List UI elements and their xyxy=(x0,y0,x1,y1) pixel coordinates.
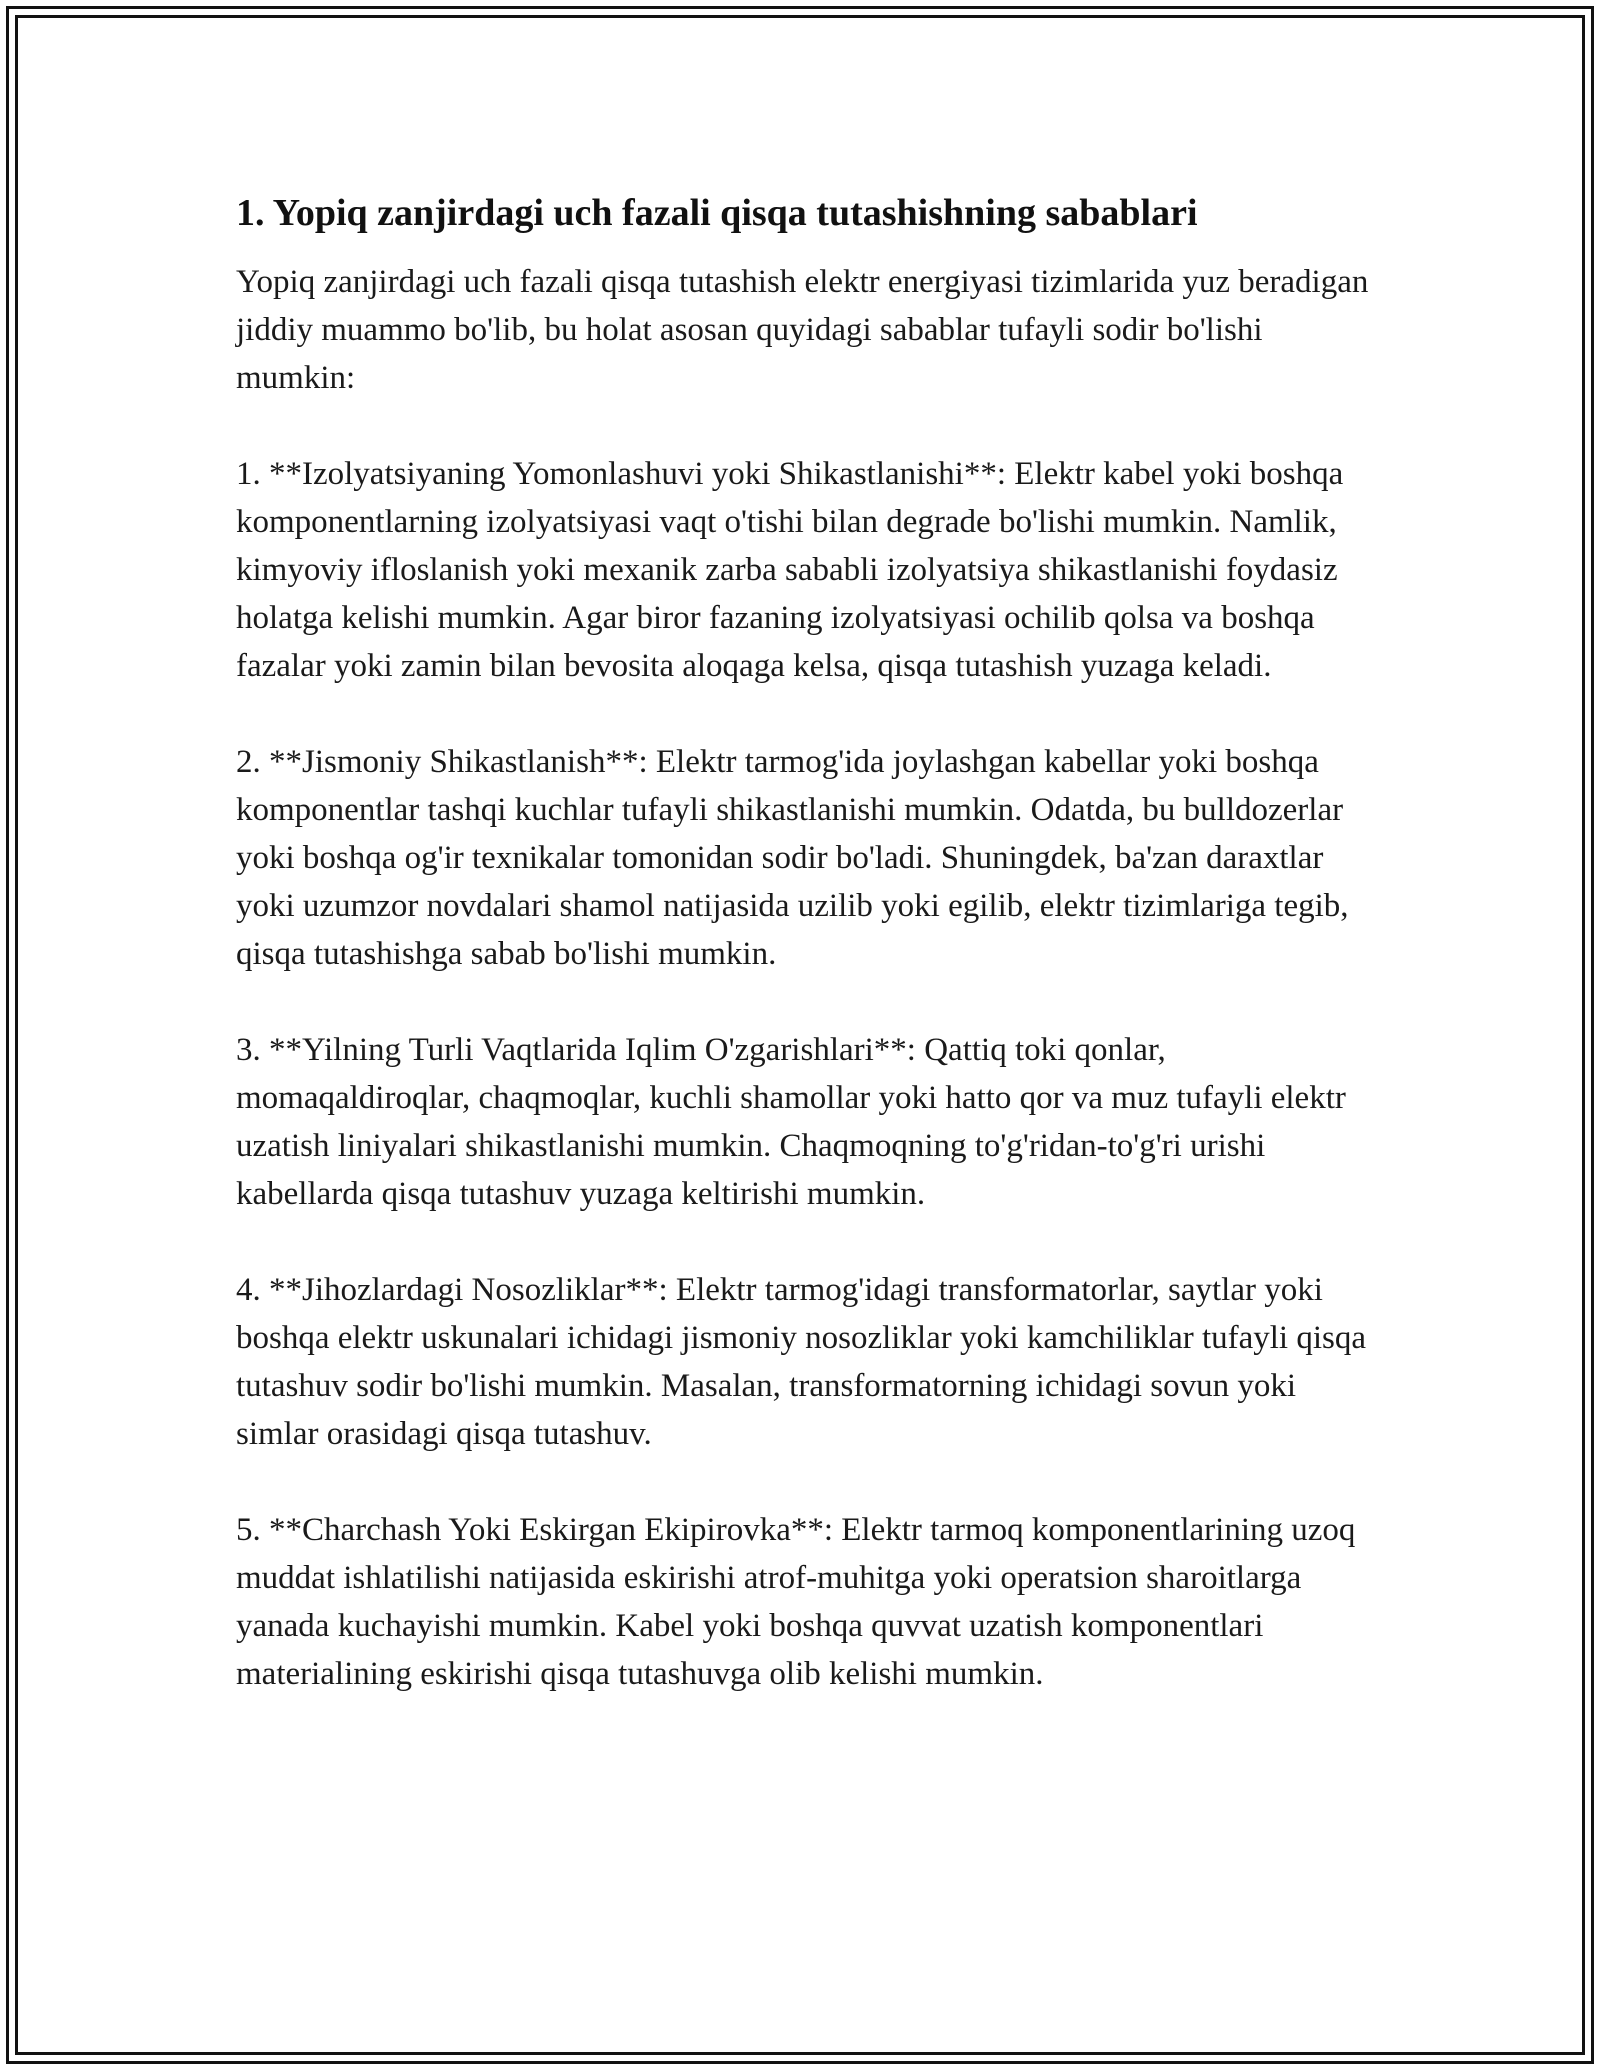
document-title: 1. Yopiq zanjirdagi uch fazali qisqa tutashishning sabablari xyxy=(236,192,1198,234)
intro-paragraph: Yopiq zanjirdagi uch fazali qisqa tutashish elektr energiyasi tizimlarida yuz beradigan jiddiy muammo bo'lib, bu holat asosan quyidagi sabablar tufayli sodir bo'lishi mumkin: xyxy=(236,264,1369,396)
cause-item-4: 4. **Jihozlardagi Nosozliklar**: Elektr tarmog'idagi transformatorlar, saytlar yoki boshqa elektr uskunalari ichidagi jismoniy nosozliklar yoki kamchiliklar tufayli qisqa tutashuv sodir bo'lishi mumkin. Masalan, transformatorning ichidagi sovun yoki simlar orasidagi qisqa tutashuv. xyxy=(236,1272,1367,1452)
document-body xyxy=(236,186,1376,1746)
cause-item-3: 3. **Yilning Turli Vaqtlarida Iqlim O'zgarishlari**: Qattiq toki qonlar, momaqaldiroqlar, chaqmoqlar, kuchli shamollar yoki hatto qor va muz tufayli elektr uzatish liniyalari shikastlanishi mumkin. Chaqmoqning to'g'ridan-to'g'ri urishi kabellarda qisqa tutashuv yuzaga keltirishi mumkin. xyxy=(236,1032,1346,1212)
cause-item-1: 1. **Izolyatsiyaning Yomonlashuvi yoki Shikastlanishi**: Elektr kabel yoki boshqa komponentlarning izolyatsiyasi vaqt o'tishi bilan degrade bo'lishi mumkin. Namlik, kimyoviy ifloslanish yoki mexanik zarba sababli izolyatsiya shikastlanishi foydasiz holatga kelishi mumkin. Agar biror fazaning izolyatsiyasi ochilib qolsa va boshqa fazalar yoki zamin bilan bevosita aloqaga kelsa, qisqa tutashish yuzaga keladi. xyxy=(236,456,1344,684)
cause-item-5: 5. **Charchash Yoki Eskirgan Ekipirovka**: Elektr tarmoq komponentlarining uzoq muddat ishlatilishi natijasida eskirishi atrof-muhitga yoki operatsion sharoitlarga yanada kuchayishi mumkin. Kabel yoki boshqa quvvat uzatish komponentlari materialining eskirishi qisqa tutashuvga olib kelishi mumkin. xyxy=(236,1512,1356,1692)
cause-item-2: 2. **Jismoniy Shikastlanish**: Elektr tarmog'ida joylashgan kabellar yoki boshqa komponentlar tashqi kuchlar tufayli shikastlanishi mumkin. Odatda, bu bulldozerlar yoki boshqa og'ir texnikalar tomonidan sodir bo'ladi. Shuningdek, ba'zan daraxtlar yoki uzumzor novdalari shamol natijasida uzilib yoki egilib, elektr tizimlariga tegib, qisqa tutashishga sabab bo'lishi mumkin. xyxy=(236,744,1349,972)
